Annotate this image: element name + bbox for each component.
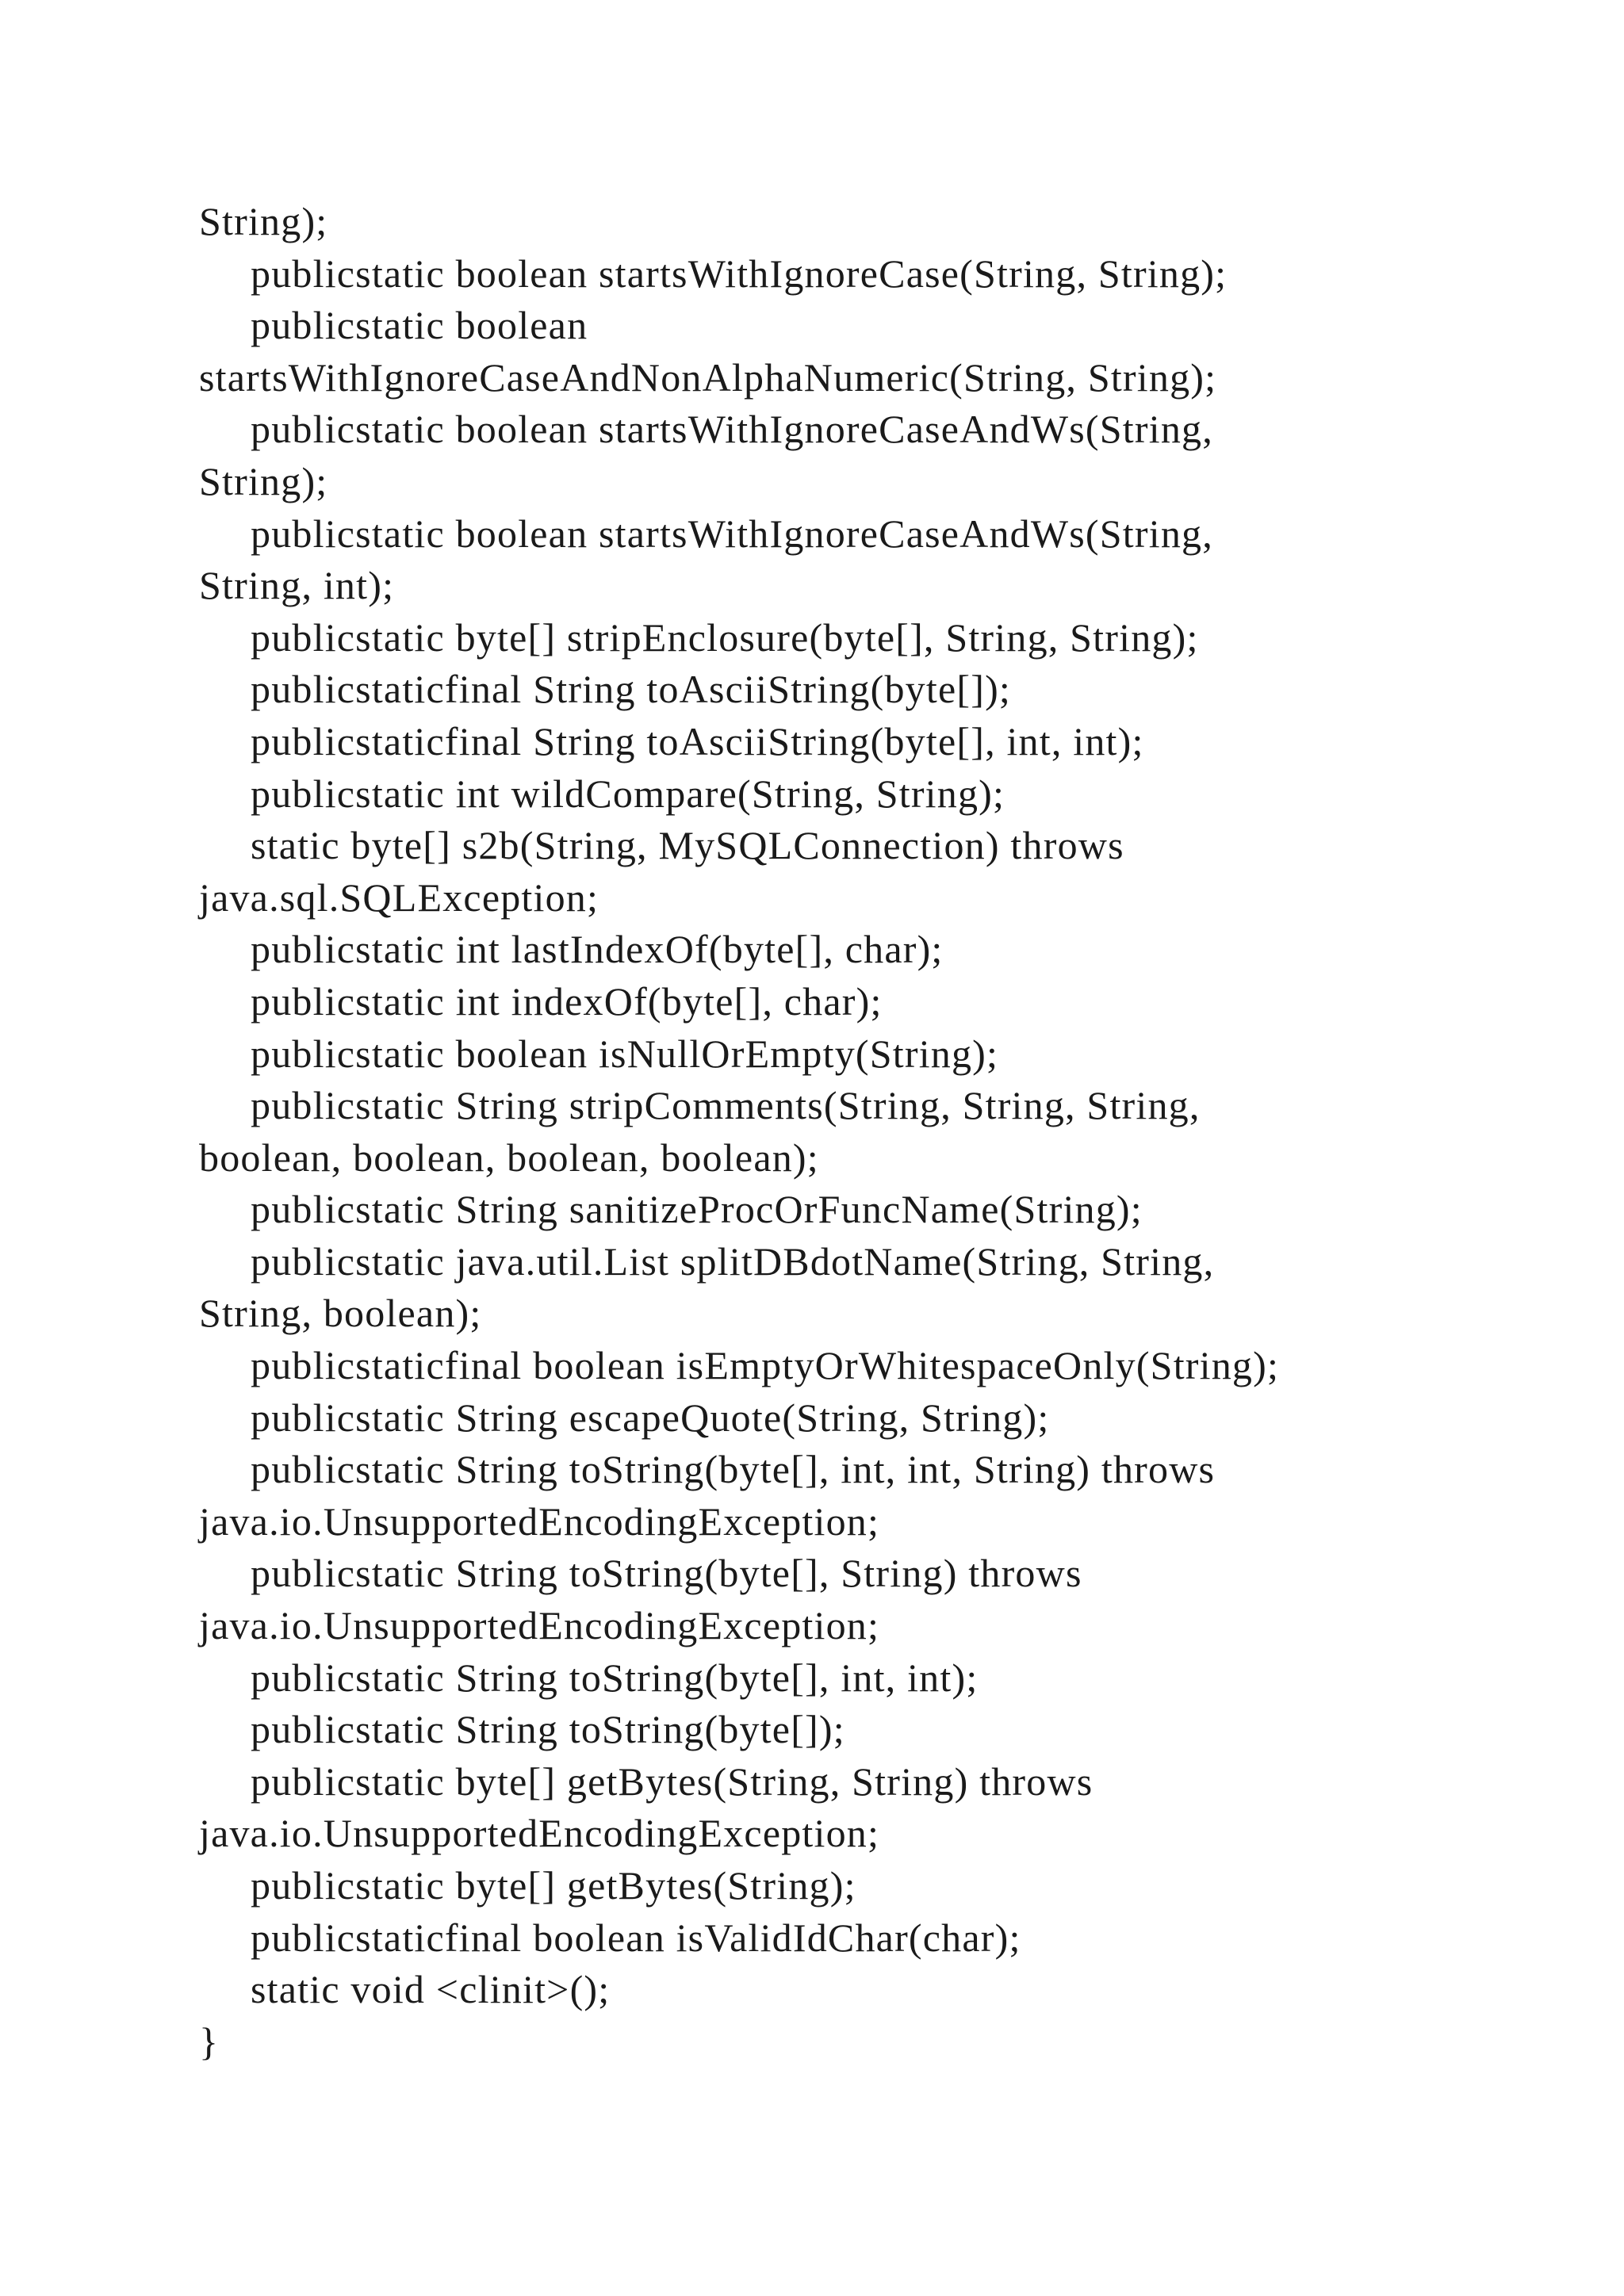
code-line: }: [199, 2019, 220, 2064]
code-line: publicstatic boolean startsWithIgnoreCaseAndWs(String,: [251, 511, 1213, 556]
code-line: java.io.UnsupportedEncodingException;: [199, 1603, 880, 1648]
code-line: publicstaticfinal String toAsciiString(byte[], int, int);: [251, 718, 1144, 763]
code-line: publicstatic boolean: [251, 303, 588, 348]
code-line: static byte[] s2b(String, MySQLConnection) throws: [251, 823, 1124, 868]
code-line: publicstaticfinal boolean isValidIdChar(char);: [251, 1915, 1021, 1960]
code-text-block: [199, 196, 1436, 2068]
code-line: publicstatic byte[] getBytes(String, String) throws: [251, 1758, 1094, 1804]
code-line: boolean, boolean, boolean, boolean);: [199, 1135, 819, 1180]
code-line: publicstatic String escapeQuote(String, String);: [251, 1395, 1050, 1440]
code-line: static void <clinit>();: [251, 1967, 611, 2012]
code-line: publicstatic boolean isNullOrEmpty(String);: [251, 1031, 999, 1076]
code-line: publicstatic boolean startsWithIgnoreCase(String, String);: [251, 251, 1228, 296]
code-line: publicstaticfinal String toAsciiString(byte[]);: [251, 667, 1012, 712]
code-line: publicstatic String toString(byte[], int, int, String) throws: [251, 1447, 1216, 1492]
code-line: publicstatic byte[] stripEnclosure(byte[], String, String);: [251, 614, 1199, 660]
code-line: publicstatic String toString(byte[], int, int);: [251, 1655, 979, 1700]
code-line: publicstatic String toString(byte[]);: [251, 1707, 845, 1752]
code-line: java.io.UnsupportedEncodingException;: [199, 1811, 880, 1856]
code-line: publicstatic byte[] getBytes(String);: [251, 1863, 856, 1908]
code-line: java.sql.SQLException;: [199, 874, 599, 920]
code-line: String, boolean);: [199, 1291, 482, 1336]
code-line: String);: [199, 199, 328, 243]
code-line: publicstatic java.util.List splitDBdotName(String, String,: [251, 1238, 1215, 1284]
code-line: publicstatic int indexOf(byte[], char);: [251, 978, 883, 1024]
code-line: publicstatic String stripComments(String, String, String,: [251, 1083, 1201, 1128]
code-line: String, int);: [199, 563, 395, 608]
code-line: startsWithIgnoreCaseAndNonAlphaNumeric(String, String);: [199, 354, 1217, 400]
code-line: publicstatic String toString(byte[], String) throws: [251, 1551, 1082, 1596]
code-line: publicstaticfinal boolean isEmptyOrWhitespaceOnly(String);: [251, 1343, 1280, 1388]
code-line: publicstatic int wildCompare(String, String);: [251, 771, 1005, 816]
code-line: publicstatic int lastIndexOf(byte[], char);: [251, 927, 944, 972]
code-line: java.io.UnsupportedEncodingException;: [199, 1498, 880, 1544]
code-line: publicstatic boolean startsWithIgnoreCaseAndWs(String,: [251, 407, 1213, 452]
code-line: String);: [199, 458, 328, 503]
code-line: publicstatic String sanitizeProcOrFuncName(String);: [251, 1187, 1143, 1232]
